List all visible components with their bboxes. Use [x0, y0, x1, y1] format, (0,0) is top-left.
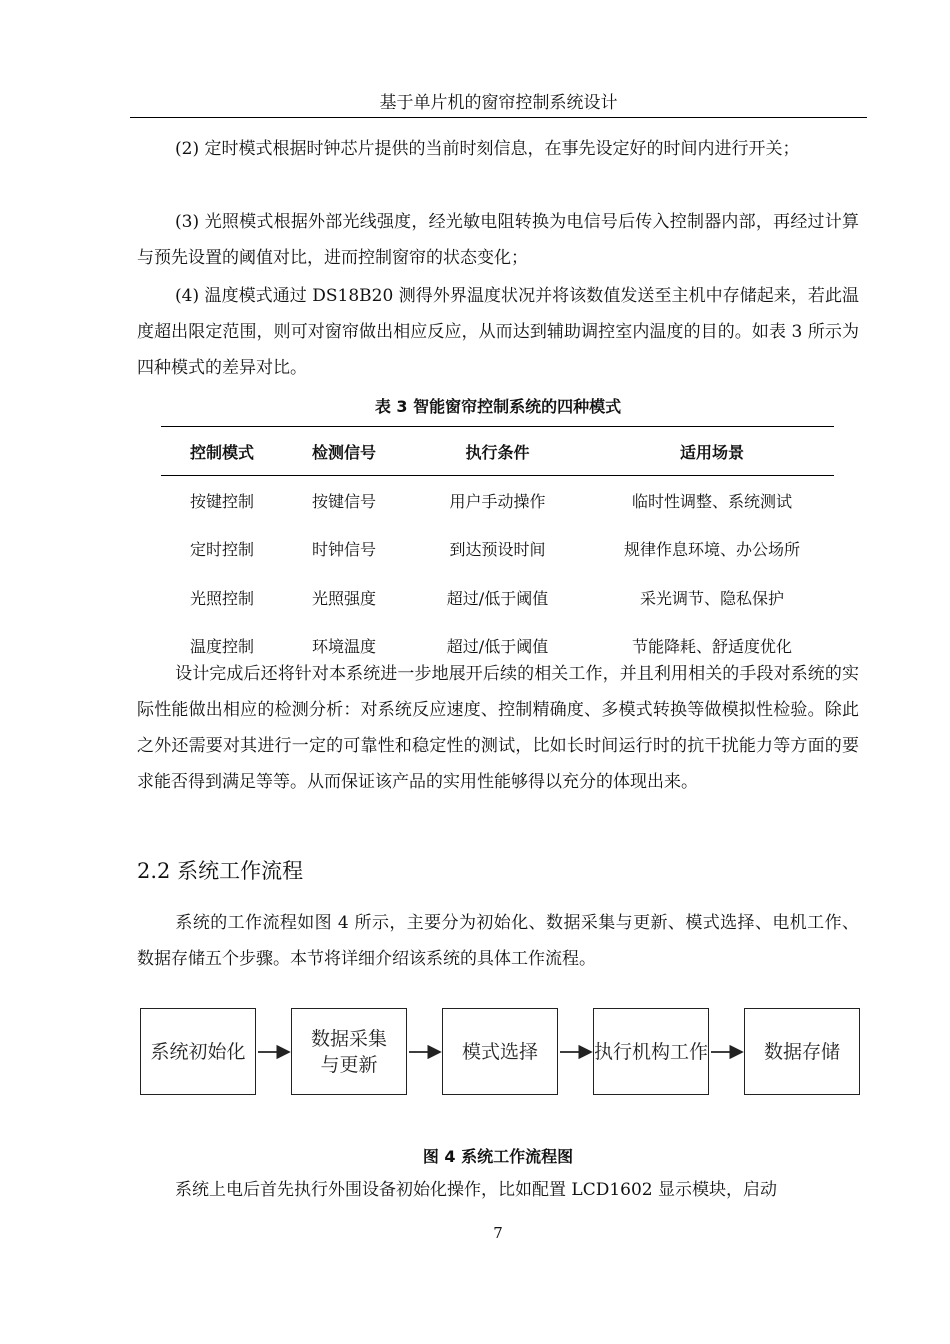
page-header: 基于单片机的窗帘控制系统设计 — [379, 93, 618, 113]
paragraph-text: (3) 光照模式根据外部光线强度，经光敏电阻转换为电信号后传入控制器内部，再经过计算与预先设置的阈值对比，进而控制窗帘的状态变化； — [137, 212, 859, 268]
table-cell: 按键控制 — [189, 491, 254, 511]
paragraph-temp-mode — [137, 278, 859, 386]
paragraph-text: (2) 定时模式根据时钟芯片提供的当前时刻信息，在事先设定好的时间内进行开关； — [175, 139, 800, 159]
paragraph-light-mode — [137, 204, 859, 276]
flow-step-storage: 数据存储 — [744, 1008, 860, 1095]
figure-caption: 图 4 系统工作流程图 — [422, 1147, 574, 1166]
table-cell: 规律作息环境、办公场所 — [623, 540, 800, 560]
table-cell: 光照控制 — [189, 588, 254, 608]
table-cell: 时钟信号 — [311, 540, 376, 560]
table-row — [161, 525, 834, 574]
table-cell: 临时性调整、系统测试 — [631, 491, 792, 511]
table-cell: 定时控制 — [189, 540, 254, 560]
header-cell: 控制模式 — [161, 427, 283, 476]
table-cell: 采光调节、隐私保护 — [639, 588, 784, 608]
paragraph-flow-intro — [137, 905, 859, 977]
flow-step-init: 系统初始化 — [140, 1008, 256, 1095]
header-cell: 检测信号 — [283, 427, 405, 476]
table-cell: 环境温度 — [311, 637, 376, 657]
flow-arrows — [0, 1008, 950, 1098]
section-title: 2.2 系统工作流程 — [137, 859, 304, 883]
paragraph-testing — [137, 656, 859, 800]
table-cell: 超过/低于阈值 — [446, 588, 549, 608]
page-number: 7 — [493, 1224, 503, 1242]
table-header-row — [161, 427, 834, 476]
paragraph-text: 系统的工作流程如图 4 所示，主要分为初始化、数据采集与更新、模式选择、电机工作、数据存储五个步骤。本节将详细介绍该系统的具体工作流程。 — [137, 913, 859, 969]
table-row — [161, 476, 834, 525]
table-cell: 到达预设时间 — [449, 540, 546, 560]
table-row — [161, 573, 834, 622]
table-cell: 节能降耗、舒适度优化 — [631, 637, 792, 657]
modes-table — [161, 426, 834, 670]
table-cell: 超过/低于阈值 — [446, 637, 549, 657]
table-cell: 光照强度 — [311, 588, 376, 608]
header-cell: 适用场景 — [590, 427, 834, 476]
flow-step-data-collect: 数据采集 与更新 — [291, 1008, 407, 1095]
header-rule — [130, 117, 867, 118]
paragraph-power-on — [137, 1172, 859, 1208]
paragraph-text: 设计完成后还将针对本系统进一步地展开后续的相关工作，并且利用相关的手段对系统的实际性能做出相应的检测分析：对系统反应速度、控制精确度、多模式转换等做模拟性检验。除此之外还需要对其进行一定的可靠性和稳定性的测试，比如长时间运行时的抗干扰能力等方面的要求能否得到满足等等。从而保证该产品的实用性能够得以充分的体现出来。 — [137, 664, 859, 792]
header-cell: 执行条件 — [405, 427, 590, 476]
table-caption: 表 3 智能窗帘控制系统的四种模式 — [374, 397, 622, 416]
table-cell: 用户手动操作 — [449, 491, 546, 511]
paragraph-text: 系统上电后首先执行外围设备初始化操作，比如配置 LCD1602 显示模块，启动 — [175, 1180, 777, 1200]
paragraph-text: (4) 温度模式通过 DS18B20 测得外界温度状况并将该数值发送至主机中存储起来，若此温度超出限定范围，则可对窗帘做出相应反应，从而达到辅助调控室内温度的目的。如表 3 所示为四种模式的差异对比。 — [137, 286, 859, 378]
flow-step-actuator: 执行机构工作 — [593, 1008, 709, 1095]
table-cell: 温度控制 — [189, 637, 254, 657]
table-cell: 按键信号 — [311, 491, 376, 511]
paragraph-timer-mode — [137, 131, 859, 167]
flow-step-mode-select: 模式选择 — [442, 1008, 558, 1095]
